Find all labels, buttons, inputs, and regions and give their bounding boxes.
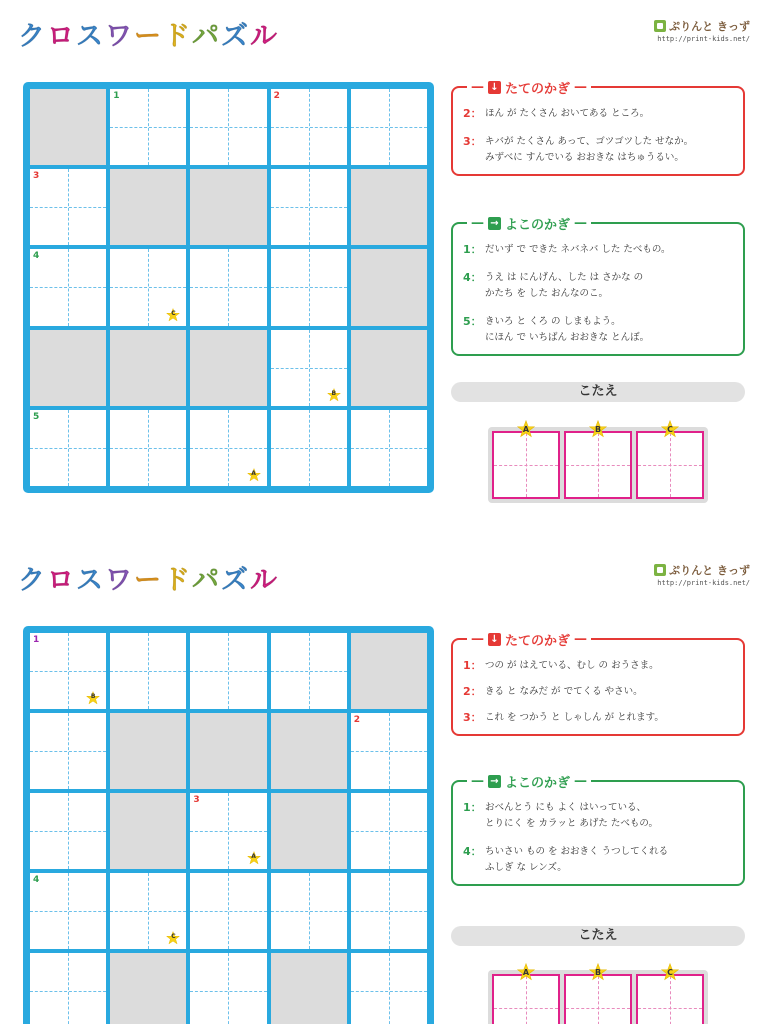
cell-number: 3 [33, 171, 40, 182]
answer-label: こたえ [451, 926, 745, 946]
dash-icon: — [574, 774, 588, 789]
cell-number: 2 [353, 715, 361, 725]
blocked-cell [190, 169, 266, 245]
clue-text: つの が はえている、むし の おうさま。 [485, 660, 659, 671]
brand-name: ぷりんと きっず [669, 20, 750, 33]
cell-number: 2 [273, 91, 280, 101]
grid-cell[interactable] [110, 873, 186, 949]
star-icon [86, 691, 100, 705]
grid-cell[interactable] [110, 89, 186, 165]
grid-cell[interactable] [351, 89, 427, 165]
blocked-cell [351, 330, 427, 406]
star-icon [588, 420, 608, 438]
clue-item [463, 684, 735, 700]
cell-number: 1 [113, 91, 120, 101]
blocked-cell [271, 713, 347, 789]
brand-icon [654, 20, 666, 32]
tate-heading-label: たてのかぎ [505, 82, 571, 97]
brand-logo [654, 562, 750, 587]
dash-icon: — [574, 216, 588, 231]
grid-cell[interactable] [190, 249, 266, 325]
arrow-right-icon: → [488, 217, 501, 230]
puzzle-title [18, 14, 279, 50]
grid-cell[interactable] [351, 873, 427, 949]
title-char: ー [134, 21, 163, 52]
grid-cell[interactable] [30, 410, 106, 486]
yoko-heading [467, 214, 591, 233]
title-char: パ [192, 21, 221, 52]
star-icon [516, 420, 536, 438]
grid-cell[interactable] [271, 89, 347, 165]
answer-label: こたえ [451, 382, 745, 402]
grid-cell[interactable] [30, 633, 106, 709]
yoko-heading-label: よこのかぎ [505, 776, 571, 791]
yoko-clue-box [451, 216, 745, 356]
title-char: ク [18, 565, 47, 596]
grid-cell[interactable] [271, 249, 347, 325]
star-icon [660, 963, 680, 981]
answer-box[interactable] [564, 968, 632, 1024]
title-char: ズ [221, 565, 250, 596]
tate-heading [467, 630, 591, 649]
arrow-right-icon: → [488, 775, 501, 788]
grid-cell[interactable] [190, 410, 266, 486]
cell-number: 4 [33, 251, 40, 262]
grid-cell[interactable] [271, 873, 347, 949]
cell-number: 3 [193, 795, 200, 805]
blocked-cell [110, 169, 186, 245]
star-icon [588, 963, 608, 981]
answer-letter: B [594, 425, 602, 434]
blocked-cell [110, 953, 186, 1024]
clue-number: 1： [463, 659, 482, 672]
yoko-heading-label: よこのかぎ [505, 218, 571, 233]
blocked-cell [190, 330, 266, 406]
clue-item [463, 710, 735, 726]
clue-item [463, 314, 735, 346]
arrow-down-icon: ↓ [488, 633, 501, 646]
grid-cell[interactable] [271, 633, 347, 709]
clue-number: 1： [463, 243, 482, 256]
crossword-grid [23, 626, 434, 1024]
blocked-cell [110, 793, 186, 869]
tate-clue-box [451, 80, 745, 176]
clue-number: 5： [463, 315, 482, 328]
title-char: ワ [105, 21, 134, 52]
answer-letter: A [522, 425, 530, 434]
clue-item [463, 658, 735, 674]
grid-cell[interactable] [30, 249, 106, 325]
yoko-heading [467, 772, 591, 791]
grid-cell[interactable] [110, 410, 186, 486]
clue-text: きいろ と くろ の しまもよう。 にほん で いちばん おおきな とんぼ。 [485, 316, 650, 343]
blocked-cell [351, 633, 427, 709]
blocked-cell [110, 330, 186, 406]
answer-letter: C [667, 968, 673, 977]
clue-text: おべんとう にも よく はいっている、 とりにく を カラッと あげた たべもの。 [485, 802, 659, 829]
star-icon [327, 388, 341, 402]
blocked-cell [30, 330, 106, 406]
title-char: ロ [47, 21, 76, 52]
tate-heading-label: たてのかぎ [505, 634, 571, 649]
grid-cell[interactable] [190, 793, 266, 869]
cell-number: 1 [33, 635, 40, 645]
title-char: ス [76, 565, 105, 596]
title-char: パ [192, 565, 221, 596]
grid-cell[interactable] [30, 793, 106, 869]
brand-url: http://print-kids.net/ [657, 35, 750, 43]
answer-box[interactable] [492, 968, 560, 1024]
grid-cell[interactable] [30, 873, 106, 949]
title-char: ル [250, 21, 279, 52]
title-char: ク [18, 21, 47, 52]
star-letter: C [171, 309, 176, 317]
puzzle-title [18, 558, 279, 594]
yoko-clue-box [451, 774, 745, 886]
clue-text: ちいさい もの を おおきく うつしてくれる ふしぎ な レンズ。 [485, 846, 669, 873]
cell-number: 5 [33, 411, 40, 422]
clue-number: 2： [463, 685, 482, 698]
grid-cell[interactable] [110, 249, 186, 325]
star-letter: C [171, 933, 176, 940]
clue-number: 3： [463, 135, 482, 148]
answer-letter: A [522, 968, 530, 977]
star-icon [660, 420, 680, 438]
answer-letter: B [594, 968, 602, 977]
star-letter: A [251, 853, 256, 860]
star-icon [247, 851, 261, 865]
clue-text: だいず で できた ネバネバ した たべもの。 [485, 244, 671, 255]
title-char: ワ [105, 565, 134, 596]
clue-text: うえ は にんげん、した は さかな の かたち を した おんなのこ。 [485, 272, 644, 299]
dash-icon: — [574, 80, 588, 95]
brand-name: ぷりんと きっず [669, 564, 750, 577]
grid-cell[interactable] [351, 713, 427, 789]
star-icon [247, 468, 261, 482]
clue-text: これ を つかう と しゃしん が とれます。 [485, 712, 664, 723]
blocked-cell [271, 953, 347, 1024]
title-char: ド [163, 565, 192, 596]
tate-heading [467, 78, 591, 97]
answer-frame [488, 970, 708, 1024]
brand-logo [654, 18, 750, 43]
grid-cell[interactable] [30, 953, 106, 1024]
clue-item [463, 134, 735, 166]
title-char: ス [76, 21, 105, 52]
clue-text: キバが たくさん あって、ゴツゴツした せなか。 みずべに すんでいる おおきな はちゅうるい。 [485, 136, 694, 163]
star-icon [166, 931, 180, 945]
dash-icon: — [574, 632, 588, 647]
grid-cell[interactable] [271, 410, 347, 486]
star-letter: B [90, 693, 96, 700]
clue-item [463, 800, 735, 832]
brand-url: http://print-kids.net/ [657, 579, 750, 587]
grid-cell[interactable] [351, 793, 427, 869]
answer-box[interactable] [564, 425, 632, 499]
clue-number: 4： [463, 845, 482, 858]
clue-number: 1： [463, 801, 482, 814]
grid-cell[interactable] [190, 89, 266, 165]
grid-cell[interactable] [351, 953, 427, 1024]
blocked-cell [110, 713, 186, 789]
title-char: ロ [47, 565, 76, 596]
title-char: ズ [221, 21, 250, 52]
title-char: ー [134, 565, 163, 596]
grid-cell[interactable] [351, 410, 427, 486]
puzzle-sheet-2 [0, 544, 768, 1024]
blocked-cell [351, 169, 427, 245]
dash-icon: — [471, 80, 484, 95]
title-char: ド [163, 21, 192, 52]
grid-cell[interactable] [110, 633, 186, 709]
tate-clue-box [451, 632, 745, 736]
clue-text: ほん が たくさん おいてある ところ。 [485, 108, 650, 119]
clue-number: 3： [463, 711, 482, 724]
grid-cell[interactable] [190, 873, 266, 949]
dash-icon: — [471, 216, 484, 231]
blocked-cell [351, 249, 427, 325]
blocked-cell [30, 89, 106, 165]
star-letter: B [331, 389, 337, 397]
clue-number: 2： [463, 107, 482, 120]
clue-item [463, 270, 735, 302]
answer-box[interactable] [636, 968, 704, 1024]
grid-cell[interactable] [271, 330, 347, 406]
brand-icon [654, 564, 666, 576]
grid-cell[interactable] [190, 633, 266, 709]
dash-icon: — [471, 774, 484, 789]
answer-box[interactable] [492, 425, 560, 499]
answer-box[interactable] [636, 425, 704, 499]
clue-item [463, 242, 735, 258]
clue-item [463, 844, 735, 876]
clue-text: きる と なみだ が でてくる やさい。 [485, 686, 643, 697]
cell-number: 4 [33, 875, 40, 885]
blocked-cell [190, 713, 266, 789]
title-char: ル [250, 565, 279, 596]
grid-cell[interactable] [271, 169, 347, 245]
grid-cell[interactable] [30, 713, 106, 789]
clue-item [463, 106, 735, 122]
grid-cell[interactable] [190, 953, 266, 1024]
star-icon [166, 308, 180, 322]
dash-icon: — [471, 632, 484, 647]
answer-frame [488, 427, 708, 503]
grid-cell[interactable] [30, 169, 106, 245]
crossword-grid [23, 82, 434, 493]
arrow-down-icon: ↓ [488, 81, 501, 94]
clue-number: 4： [463, 271, 482, 284]
star-letter: A [251, 469, 256, 477]
star-icon [516, 963, 536, 981]
blocked-cell [271, 793, 347, 869]
answer-letter: C [667, 425, 673, 434]
